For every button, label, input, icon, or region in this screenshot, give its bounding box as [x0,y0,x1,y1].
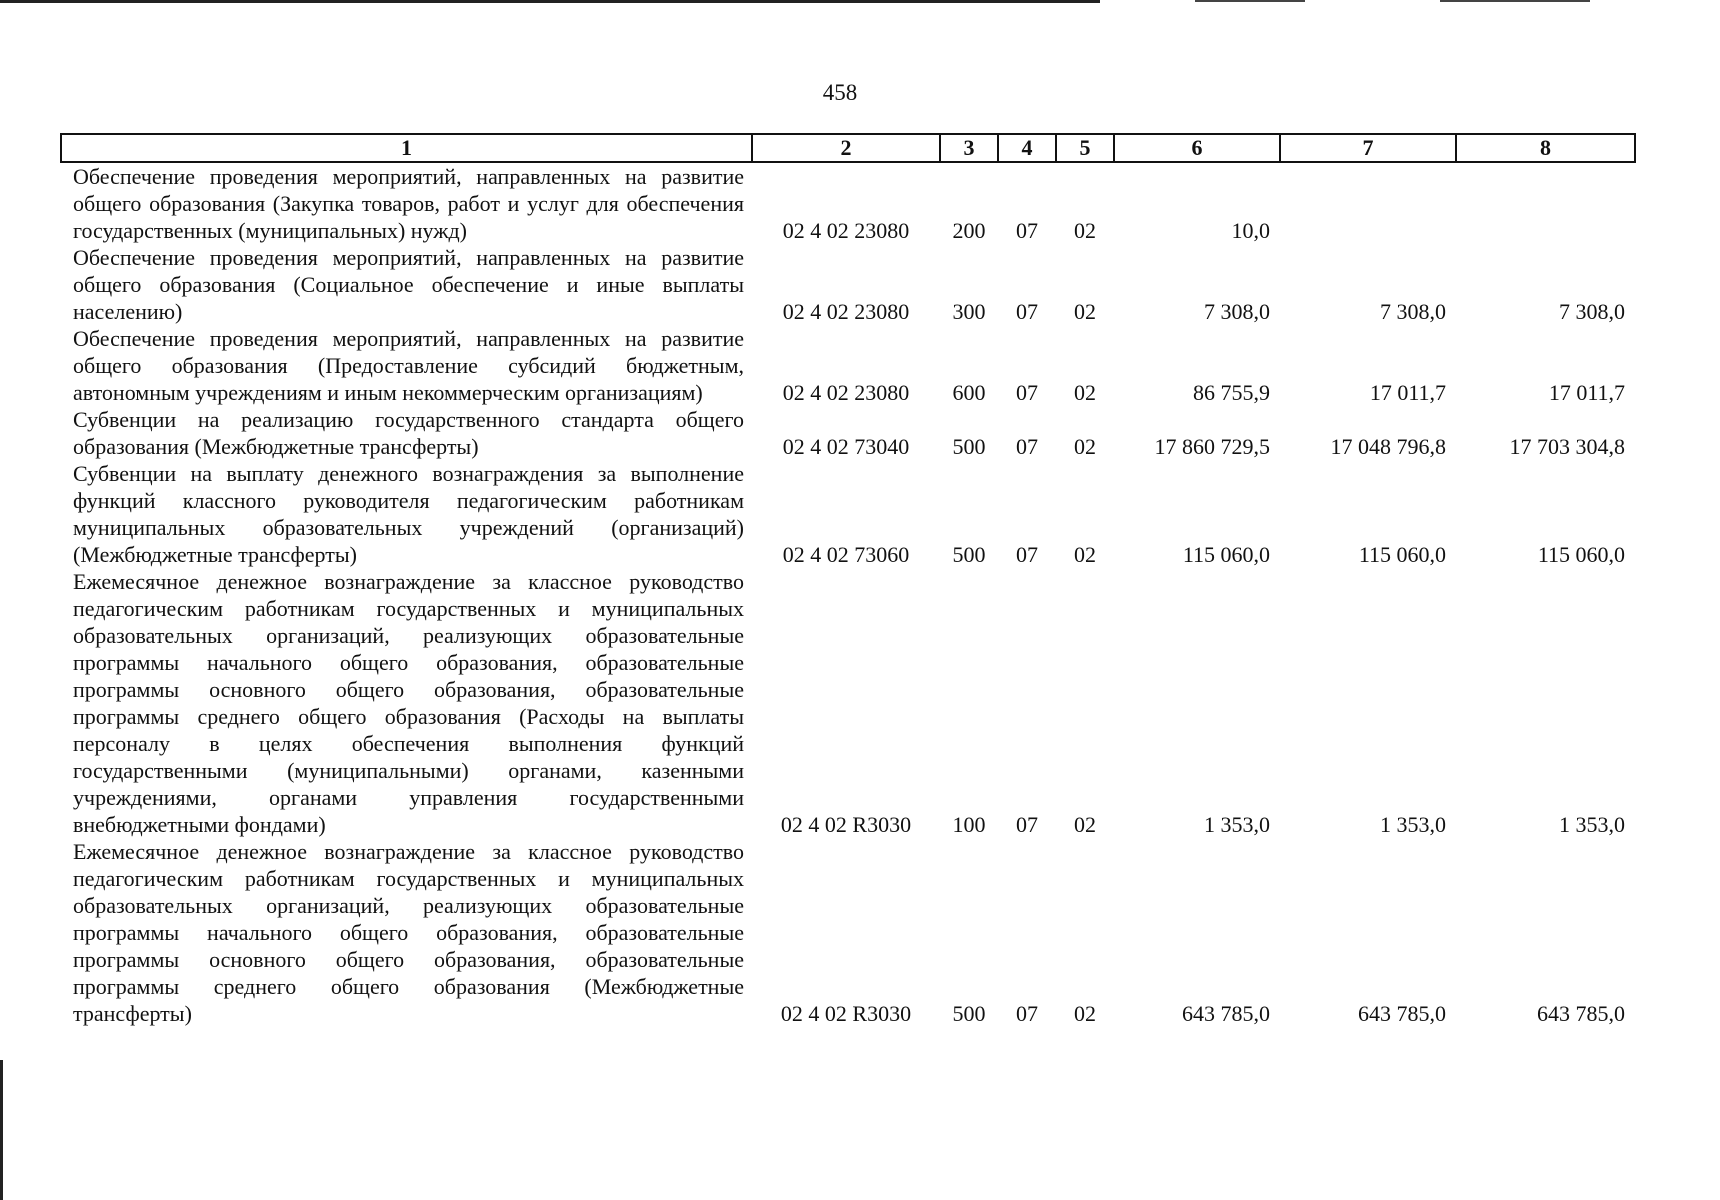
row-col-6: 7 308,0 [1204,299,1270,324]
row-col-8 [1456,162,1635,244]
row-col-3: 500 [952,434,986,459]
row-col-4: 07 [1016,812,1038,837]
header-row [61,134,1635,162]
row-col-3: 600 [952,380,986,405]
row-col-6: 115 060,0 [1182,542,1270,567]
row-col-3: 500 [952,542,986,567]
row-description: Ежемесячное денежное вознаграждение за классное руководство педагогическим работникам государственных и муниципальных образовательных организаций, реализующих образовательные программы начального общего образования, образовательные программы основного общего образования, образовательные программы среднего общего образования (Межбюджетные трансферты) [73,839,744,1026]
header-cell-8: 8 [1456,134,1635,162]
table-row [61,406,1635,460]
row-code: 02 4 02 23080 [782,380,910,405]
row-col-4: 07 [1016,380,1038,405]
row-col-4: 07 [1016,299,1038,324]
row-col-6: 86 755,9 [1193,380,1270,405]
table-row [61,460,1635,568]
budget-table [60,133,1636,1027]
row-col-3: 100 [952,812,986,837]
row-description: Обеспечение проведения мероприятий, направленных на развитие общего образования (Закупка товаров, работ и услуг для обеспечения государственных (муниципальных) нужд) [73,164,744,243]
table-header [61,134,1635,162]
row-col-7: 17 011,7 [1369,380,1446,405]
row-col-3: 500 [952,1001,986,1026]
row-col-6: 17 860 729,5 [1154,434,1270,459]
row-code: 02 4 02 R3030 [780,1001,912,1026]
row-description: Субвенции на реализацию государственного стандарта общего образования (Межбюджетные трансферты) [73,407,744,459]
header-cell-1: 1 [61,134,752,162]
row-col-5: 02 [1074,1001,1096,1026]
row-col-3: 200 [952,218,986,243]
scan-edge-left [0,1060,3,1200]
row-col-5: 02 [1074,218,1096,243]
row-col-5: 02 [1074,380,1096,405]
table-row [61,838,1635,1027]
row-col-7: 643 785,0 [1358,1001,1446,1026]
table-row [61,325,1635,406]
table-row [61,244,1635,325]
header-cell-2: 2 [752,134,940,162]
header-cell-3: 3 [940,134,998,162]
row-col-8: 643 785,0 [1537,1001,1625,1026]
table-row [61,162,1635,244]
row-col-7: 1 353,0 [1380,812,1446,837]
row-col-8: 7 308,0 [1559,299,1625,324]
row-col-4: 07 [1016,1001,1038,1026]
row-col-7: 17 048 796,8 [1330,434,1446,459]
row-col-3: 300 [952,299,986,324]
header-cell-7: 7 [1280,134,1456,162]
row-code: 02 4 02 73040 [782,434,910,459]
row-col-7: 115 060,0 [1358,542,1446,567]
row-description: Субвенции на выплату денежного вознаграждения за выполнение функций классного руководителя педагогическим работникам муниципальных образовательных учреждений (организаций) (Межбюджетные трансферты) [73,461,744,567]
row-col-6: 643 785,0 [1182,1001,1270,1026]
row-col-8: 115 060,0 [1537,542,1625,567]
table-row [61,568,1635,838]
header-cell-6: 6 [1114,134,1280,162]
row-col-7: 7 308,0 [1380,299,1446,324]
row-code: 02 4 02 R3030 [780,812,912,837]
scan-edge-top-segment [1195,0,1305,2]
page-number: 458 [822,80,858,105]
row-description: Обеспечение проведения мероприятий, направленных на развитие общего образования (Социальное обеспечение и иные выплаты населению) [73,245,744,324]
row-code: 02 4 02 23080 [782,299,910,324]
row-col-8: 17 703 304,8 [1509,434,1625,459]
row-col-6: 10,0 [1231,218,1270,243]
row-col-4: 07 [1016,542,1038,567]
row-col-5: 02 [1074,812,1096,837]
row-description: Ежемесячное денежное вознаграждение за классное руководство педагогическим работникам государственных и муниципальных образовательных организаций, реализующих образовательные программы начального общего образования, образовательные программы основного общего образования, образовательные программы среднего общего образования (Расходы на выплаты персоналу в целях обеспечения выполнения функций государственными (муниципальными) органами, казенными учреждениями, органами управления государственными внебюджетными фондами) [73,569,744,837]
row-code: 02 4 02 73060 [782,542,910,567]
table-body [61,162,1635,1027]
row-col-6: 1 353,0 [1204,812,1270,837]
row-col-8: 17 011,7 [1548,380,1625,405]
row-col-5: 02 [1074,434,1096,459]
row-description: Обеспечение проведения мероприятий, направленных на развитие общего образования (Предоставление субсидий бюджетным, автономным учреждениям и иным некоммерческим организациям) [73,326,744,405]
scan-edge-top-segment [1440,0,1590,2]
row-col-7 [1280,162,1456,244]
row-code: 02 4 02 23080 [782,218,910,243]
row-col-4: 07 [1016,218,1038,243]
row-col-4: 07 [1016,434,1038,459]
header-cell-5: 5 [1056,134,1114,162]
header-cell-4: 4 [998,134,1056,162]
row-col-5: 02 [1074,299,1096,324]
row-col-8: 1 353,0 [1559,812,1625,837]
scan-edge-top [0,0,1100,3]
row-col-5: 02 [1074,542,1096,567]
